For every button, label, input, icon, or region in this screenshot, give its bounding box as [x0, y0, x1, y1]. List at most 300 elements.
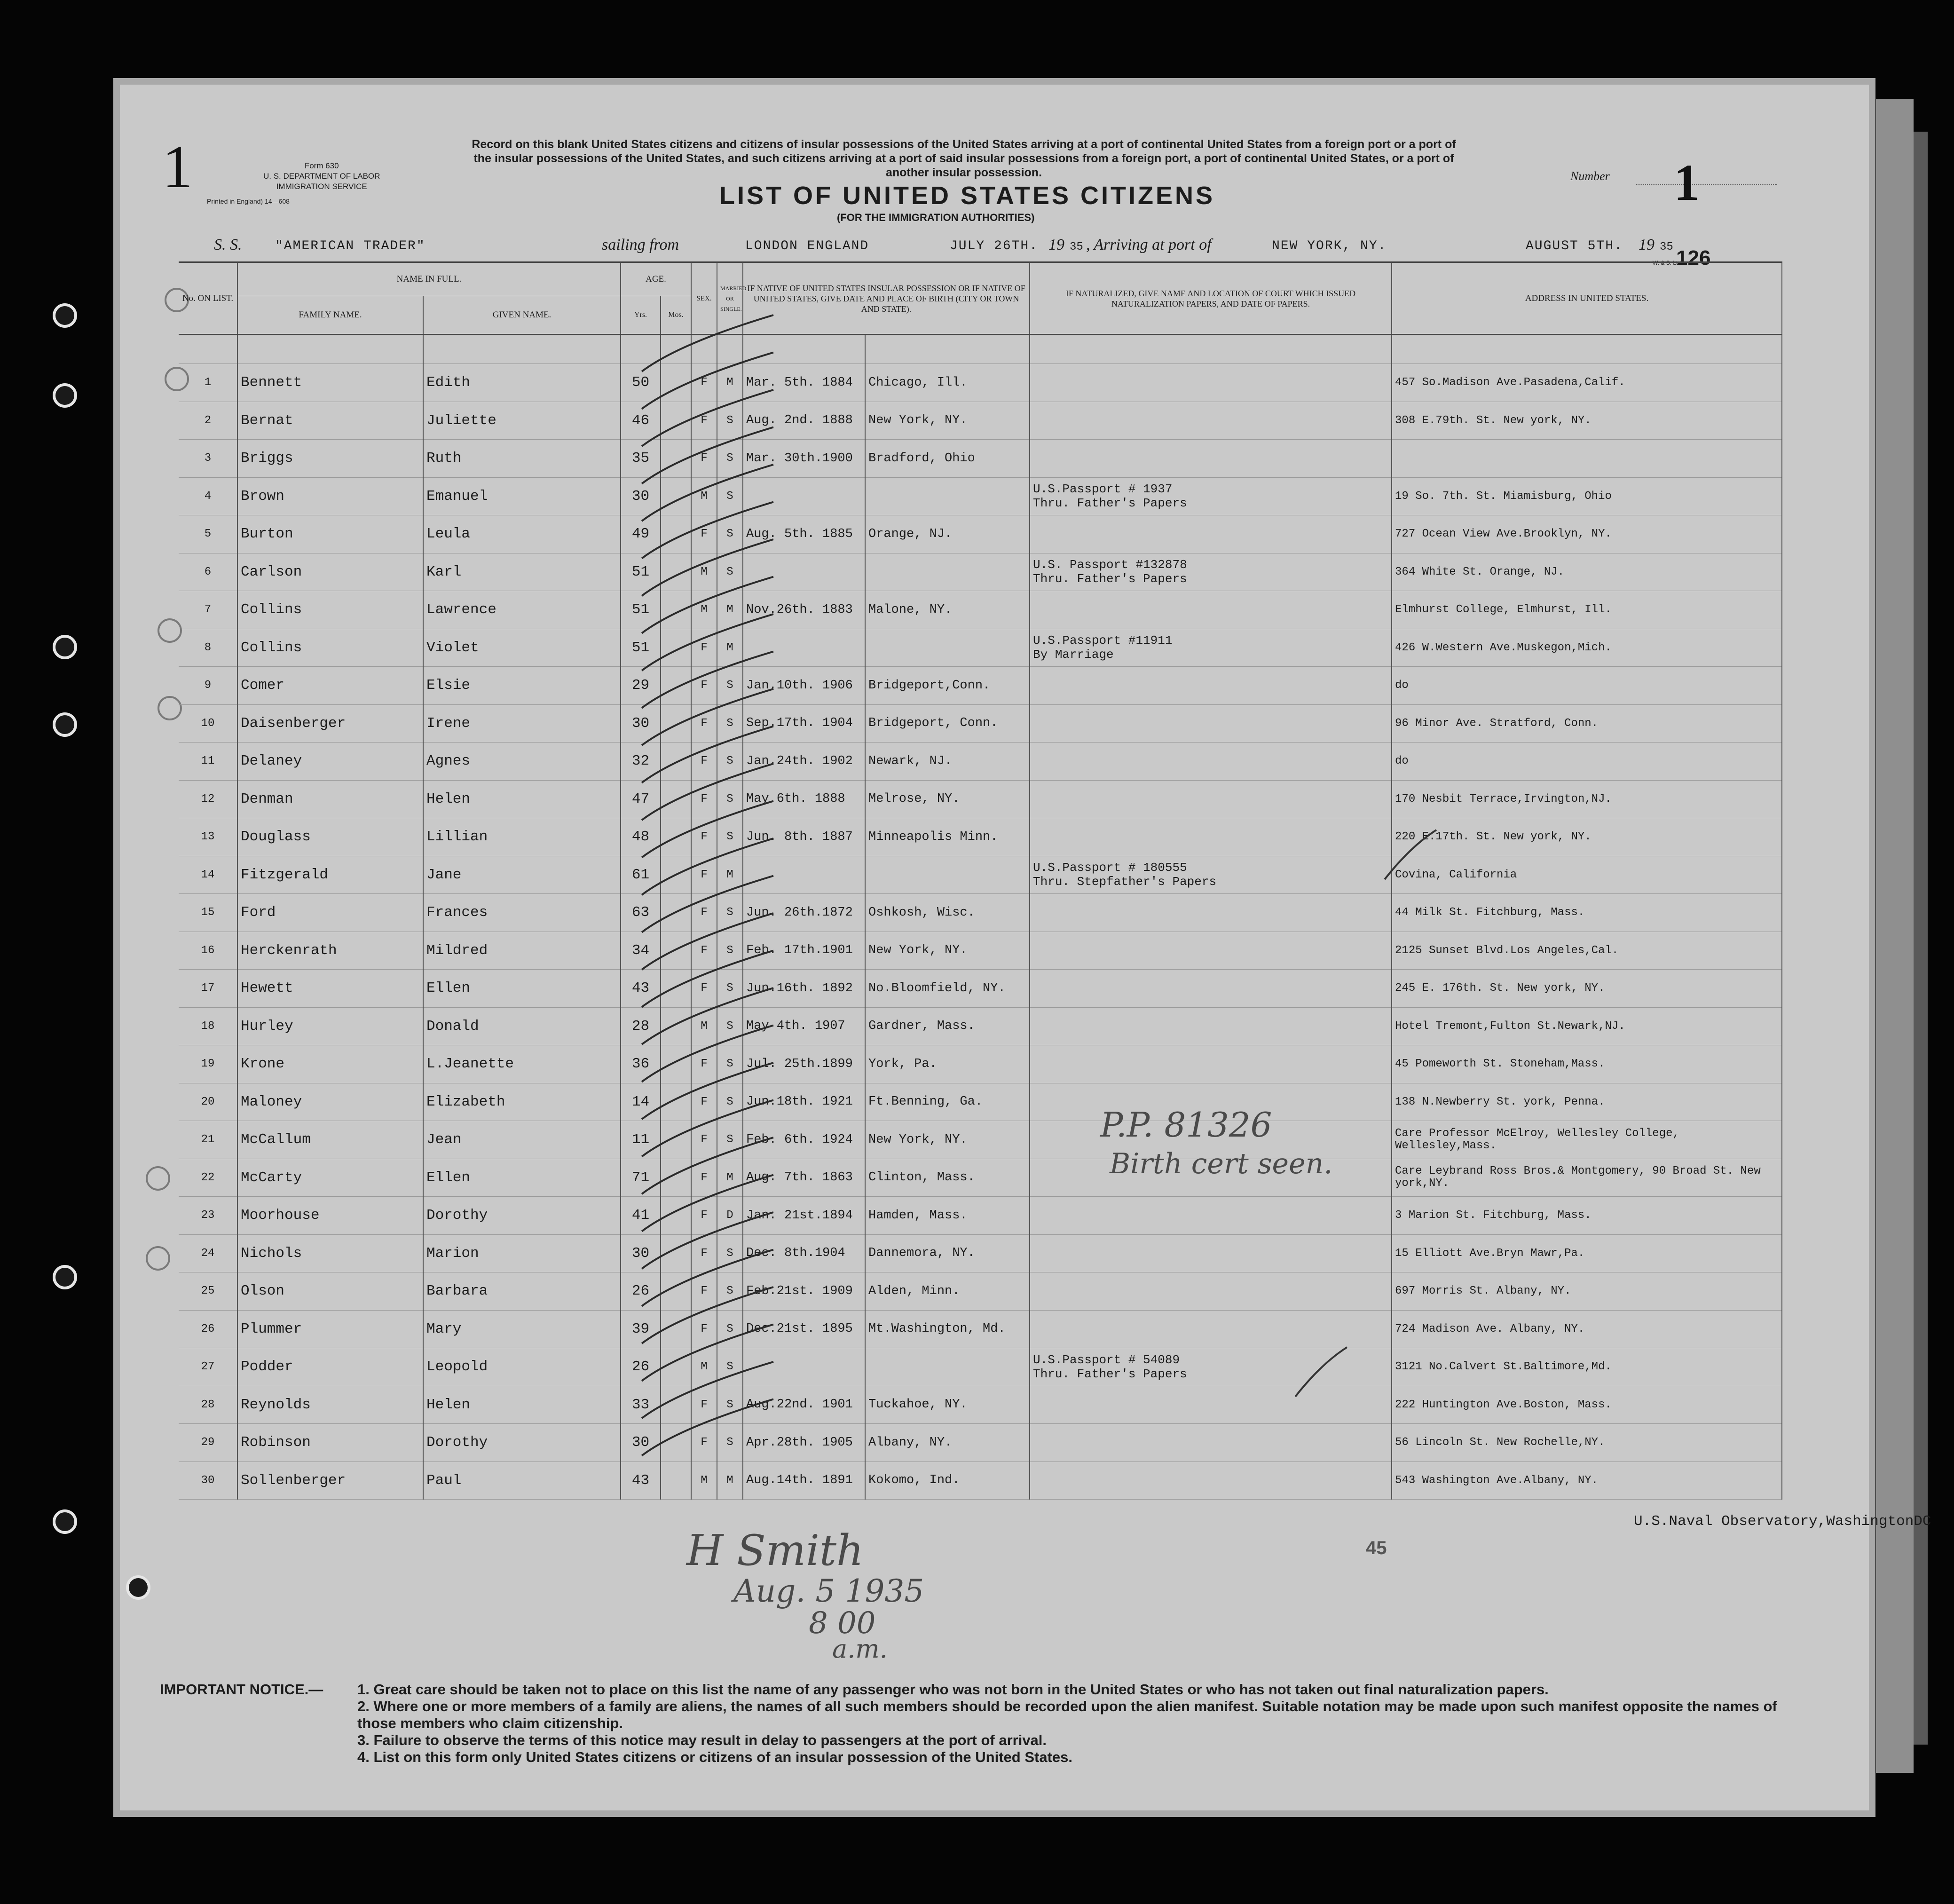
cell-sex: F: [691, 704, 717, 743]
cell-birth-date: Aug. 5th. 1885: [743, 515, 865, 553]
cell-given-name: L.Jeanette: [423, 1045, 621, 1083]
cell-family-name: Hurley: [237, 1007, 423, 1045]
notice-item: 1. Great care should be taken not to place on this list the name of any passenger who was not born in the United States or who has not taken out final naturalization papers.: [357, 1681, 1549, 1698]
cell-marital-status: S: [717, 1424, 743, 1462]
cell-family-name: Carlson: [237, 553, 423, 591]
cell-age-months: [661, 402, 691, 440]
table-row: [179, 553, 1782, 591]
cell-address: 543 Washington Ave.Albany, NY.: [1392, 1462, 1782, 1500]
cell-birth-date: Jun. 26th.1872: [743, 894, 865, 932]
cell-address: Hotel Tremont,Fulton St.Newark,NJ.: [1392, 1007, 1782, 1045]
cell-naturalization: [1030, 629, 1392, 667]
cell-no: 6: [179, 553, 237, 591]
cell-birth-place: [865, 856, 1030, 894]
cell-given-name: Helen: [423, 780, 621, 818]
handwritten-signature: H Smith: [686, 1526, 864, 1575]
cell-sex: F: [691, 667, 717, 705]
cell-marital-status: S: [717, 402, 743, 440]
cell-no: 20: [179, 1083, 237, 1121]
form-title: LIST OF UNITED STATES CITIZENS: [719, 182, 1215, 210]
cell-age-months: [661, 1272, 691, 1311]
cell-address: Care Leybrand Ross Bros.& Montgomery, 90 Broad St. New york,NY.: [1392, 1159, 1782, 1197]
cell-birth-date: May 6th. 1888: [743, 780, 865, 818]
col-header-mos: Mos.: [661, 296, 691, 335]
cell-sex: F: [691, 1083, 717, 1121]
cell-no: 3: [179, 440, 237, 478]
cell-no: 2: [179, 402, 237, 440]
cell-birth-date: Jun. 8th. 1887: [743, 818, 865, 856]
number-value: 1: [1674, 154, 1700, 211]
date-arrival: AUGUST 5TH.: [1526, 239, 1623, 253]
cell-naturalization: [1030, 515, 1392, 553]
punch-hole: [53, 303, 77, 328]
cell-age-years: 48: [621, 818, 661, 856]
cell-address: 44 Milk St. Fitchburg, Mass.: [1392, 894, 1782, 932]
cell-family-name: Nichols: [237, 1234, 423, 1272]
cell-given-name: Elsie: [423, 667, 621, 705]
cell-naturalization: [1030, 856, 1392, 894]
cell-birth-place: Kokomo, Ind.: [865, 1462, 1030, 1500]
cell-marital-status: M: [717, 629, 743, 667]
cell-family-name: Comer: [237, 667, 423, 705]
cell-address: 364 White St. Orange, NJ.: [1392, 553, 1782, 591]
cell-address: 19 So. 7th. St. Miamisburg, Ohio: [1392, 477, 1782, 515]
cell-naturalization: [1030, 1234, 1392, 1272]
cell-family-name: Collins: [237, 629, 423, 667]
cell-no: 26: [179, 1310, 237, 1348]
cell-age-months: [661, 440, 691, 478]
cell-address: 15 Elliott Ave.Bryn Mawr,Pa.: [1392, 1234, 1782, 1272]
cell-birth-date: Jun.16th. 1892: [743, 970, 865, 1008]
cell-sex: F: [691, 970, 717, 1008]
record-instructions: Record on this blank United States citizens and citizens of insular possessions of the United States arriving at a port of continental United States from a foreign port or a port of the insular possessions of the United States, and such citizens arriving at a port of said insular possessions from a foreign port, a port of continental United States, or a port of another insular possession.: [472, 138, 1456, 179]
cell-sex: M: [691, 1462, 717, 1500]
cell-no: 14: [179, 856, 237, 894]
cell-sex: F: [691, 364, 717, 402]
cell-family-name: Krone: [237, 1045, 423, 1083]
cell-age-years: 47: [621, 780, 661, 818]
handwritten-passport-note: P.P. 81326: [1100, 1105, 1272, 1145]
table-row: [179, 402, 1782, 440]
cell-age-years: 30: [621, 1234, 661, 1272]
cell-age-months: [661, 743, 691, 781]
cell-age-years: 34: [621, 932, 661, 970]
cell-given-name: Marion: [423, 1234, 621, 1272]
cell-age-years: 43: [621, 1462, 661, 1500]
cell-given-name: Ruth: [423, 440, 621, 478]
table-row: [179, 894, 1782, 932]
cell-birth-place: [865, 1348, 1030, 1386]
cell-no: 9: [179, 667, 237, 705]
left-margin-mark: 1: [162, 133, 193, 201]
cell-address: Care Professor McElroy, Wellesley College, Wellesley,Mass.: [1392, 1121, 1782, 1159]
naturalization-line-1: U.S.Passport # 54089: [1033, 1352, 1180, 1367]
cell-birth-place: Chicago, Ill.: [865, 364, 1030, 402]
cell-family-name: Hewett: [237, 970, 423, 1008]
cell-sex: F: [691, 1272, 717, 1311]
cell-birth-place: New York, NY.: [865, 1121, 1030, 1159]
cell-family-name: McCarty: [237, 1159, 423, 1197]
check-mark-row27: [1293, 1345, 1349, 1401]
cell-address: 426 W.Western Ave.Muskegon,Mich.: [1392, 629, 1782, 667]
cell-birth-date: Feb. 17th.1901: [743, 932, 865, 970]
cell-family-name: Brown: [237, 477, 423, 515]
cell-sex: F: [691, 1045, 717, 1083]
table-row: [179, 515, 1782, 553]
cell-sex: F: [691, 440, 717, 478]
cell-family-name: Plummer: [237, 1310, 423, 1348]
cell-marital-status: S: [717, 970, 743, 1008]
cell-birth-place: Mt.Washington, Md.: [865, 1310, 1030, 1348]
cell-sex: F: [691, 1424, 717, 1462]
cell-naturalization: [1030, 932, 1392, 970]
check-mark-row13: [1382, 828, 1439, 884]
cell-birth-place: Orange, NJ.: [865, 515, 1030, 553]
cell-birth-place: York, Pa.: [865, 1045, 1030, 1083]
cell-naturalization: [1030, 591, 1392, 629]
extra-address: U.S.Naval Observatory,WashingtonDC: [1634, 1513, 1931, 1530]
cell-age-months: [661, 553, 691, 591]
service: IMMIGRATION SERVICE: [276, 182, 367, 191]
cell-family-name: Bernat: [237, 402, 423, 440]
cell-given-name: Paul: [423, 1462, 621, 1500]
cell-no: 29: [179, 1424, 237, 1462]
cell-birth-place: [865, 477, 1030, 515]
cell-no: 5: [179, 515, 237, 553]
cell-no: 4: [179, 477, 237, 515]
page-number: 126: [1676, 246, 1711, 269]
cell-address: 56 Lincoln St. New Rochelle,NY.: [1392, 1424, 1782, 1462]
cell-age-years: 51: [621, 553, 661, 591]
cell-address: 222 Huntington Ave.Boston, Mass.: [1392, 1386, 1782, 1424]
cell-sex: F: [691, 515, 717, 553]
cell-given-name: Mildred: [423, 932, 621, 970]
cell-given-name: Jean: [423, 1121, 621, 1159]
cell-marital-status: M: [717, 1462, 743, 1500]
cell-no: 11: [179, 743, 237, 781]
cell-age-years: 30: [621, 477, 661, 515]
cell-family-name: Briggs: [237, 440, 423, 478]
cell-age-months: [661, 1462, 691, 1500]
cell-age-months: [661, 932, 691, 970]
table-row: [179, 1310, 1782, 1348]
table-row: [179, 1197, 1782, 1235]
cell-birth-place: Bridgeport, Conn.: [865, 704, 1030, 743]
cell-given-name: Irene: [423, 704, 621, 743]
cell-marital-status: M: [717, 364, 743, 402]
cell-naturalization: [1030, 1424, 1392, 1462]
header-row-1: [179, 262, 1782, 296]
cell-birth-date: Dec.21st. 1895: [743, 1310, 865, 1348]
table-row: [179, 477, 1782, 515]
table-row: [179, 1045, 1782, 1083]
form-identification: [263, 161, 380, 192]
cell-naturalization: [1030, 1272, 1392, 1311]
cell-no: 16: [179, 932, 237, 970]
cell-marital-status: S: [717, 1121, 743, 1159]
cell-given-name: Agnes: [423, 743, 621, 781]
handwritten-am: a.m.: [832, 1634, 888, 1664]
cell-birth-place: [865, 629, 1030, 667]
year-sailed: 35: [1070, 241, 1083, 253]
cell-naturalization: [1030, 364, 1392, 402]
cell-sex: M: [691, 1348, 717, 1386]
cell-naturalization: [1030, 1462, 1392, 1500]
cell-family-name: Douglass: [237, 818, 423, 856]
punch-hole: [53, 1265, 77, 1289]
cell-no: 15: [179, 894, 237, 932]
cell-family-name: Podder: [237, 1348, 423, 1386]
cell-family-name: Herckenrath: [237, 932, 423, 970]
cell-naturalization: [1030, 1045, 1392, 1083]
cell-family-name: Delaney: [237, 743, 423, 781]
cell-marital-status: S: [717, 1234, 743, 1272]
table-row: [179, 364, 1782, 402]
naturalization-line-2: Thru. Father's Papers: [1033, 1367, 1187, 1381]
cell-family-name: Bennett: [237, 364, 423, 402]
cell-age-years: 14: [621, 1083, 661, 1121]
cell-age-years: 50: [621, 364, 661, 402]
cell-no: 21: [179, 1121, 237, 1159]
cell-no: 1: [179, 364, 237, 402]
punch-hole: [53, 1509, 77, 1534]
cell-birth-date: [743, 477, 865, 515]
notice-item: 4. List on this form only United States citizens or citizens of an insular possession of the United States.: [357, 1749, 1072, 1765]
cell-marital-status: M: [717, 591, 743, 629]
cell-age-months: [661, 894, 691, 932]
cell-sex: F: [691, 932, 717, 970]
cell-birth-date: Feb.21st. 1909: [743, 1272, 865, 1311]
cell-age-years: 26: [621, 1272, 661, 1311]
table-row: [179, 440, 1782, 478]
cell-sex: F: [691, 1310, 717, 1348]
table-row: [179, 970, 1782, 1008]
cell-age-years: 71: [621, 1159, 661, 1197]
col-header-married: MARRIED OR SINGLE.: [717, 262, 743, 335]
cell-sex: F: [691, 743, 717, 781]
cell-age-months: [661, 1045, 691, 1083]
cell-address: 2125 Sunset Blvd.Los Angeles,Cal.: [1392, 932, 1782, 970]
passenger-table: [179, 261, 1782, 1500]
cell-given-name: Donald: [423, 1007, 621, 1045]
cell-no: 24: [179, 1234, 237, 1272]
col-header-no: No. ON LIST.: [179, 262, 237, 335]
naturalization-line-2: Thru. Father's Papers: [1033, 496, 1187, 511]
cell-marital-status: S: [717, 1310, 743, 1348]
cell-family-name: Denman: [237, 780, 423, 818]
cell-naturalization: [1030, 1007, 1392, 1045]
cell-marital-status: S: [717, 1007, 743, 1045]
table-row: [179, 932, 1782, 970]
cell-age-months: [661, 1386, 691, 1424]
cell-no: 22: [179, 1159, 237, 1197]
cell-marital-status: S: [717, 667, 743, 705]
cell-birth-place: Dannemora, NY.: [865, 1234, 1030, 1272]
cell-age-months: [661, 1424, 691, 1462]
col-header-naturalized: IF NATURALIZED, GIVE NAME AND LOCATION OF COURT WHICH ISSUED NATURALIZATION PAPERS, AND DATE OF PAPERS.: [1030, 262, 1392, 335]
cell-family-name: Daisenberger: [237, 704, 423, 743]
cell-age-years: 46: [621, 402, 661, 440]
cell-age-months: [661, 515, 691, 553]
cell-given-name: Leula: [423, 515, 621, 553]
cell-no: 10: [179, 704, 237, 743]
table-row: [179, 629, 1782, 667]
cell-naturalization: [1030, 1197, 1392, 1235]
cell-address: 170 Nesbit Terrace,Irvington,NJ.: [1392, 780, 1782, 818]
table-row: [179, 704, 1782, 743]
cell-birth-place: Bridgeport,Conn.: [865, 667, 1030, 705]
cell-sex: M: [691, 591, 717, 629]
sailing-from-label: sailing from: [602, 236, 679, 253]
cell-given-name: Elizabeth: [423, 1083, 621, 1121]
cell-birth-place: [865, 553, 1030, 591]
cell-age-months: [661, 704, 691, 743]
cell-age-years: 51: [621, 629, 661, 667]
cell-address: do: [1392, 743, 1782, 781]
cell-naturalization: [1030, 402, 1392, 440]
cell-family-name: Olson: [237, 1272, 423, 1311]
cell-age-months: [661, 1121, 691, 1159]
cell-marital-status: S: [717, 780, 743, 818]
cell-age-months: [661, 629, 691, 667]
col-header-yrs: Yrs.: [621, 296, 661, 335]
punch-hole: [53, 712, 77, 737]
cell-birth-place: Melrose, NY.: [865, 780, 1030, 818]
cell-birth-date: Aug. 2nd. 1888: [743, 402, 865, 440]
cell-age-months: [661, 1197, 691, 1235]
cell-marital-status: S: [717, 1045, 743, 1083]
cell-family-name: Fitzgerald: [237, 856, 423, 894]
form-number: Form 630: [304, 161, 339, 170]
cell-marital-status: S: [717, 1272, 743, 1311]
cell-age-years: 26: [621, 1348, 661, 1386]
cell-given-name: Violet: [423, 629, 621, 667]
cell-address: 220 E.17th. St. New york, NY.: [1392, 818, 1782, 856]
cell-address: 308 E.79th. St. New york, NY.: [1392, 402, 1782, 440]
cell-age-months: [661, 1234, 691, 1272]
cell-family-name: Burton: [237, 515, 423, 553]
cell-family-name: Moorhouse: [237, 1197, 423, 1235]
cell-no: 8: [179, 629, 237, 667]
cell-naturalization: [1030, 1310, 1392, 1348]
cell-birth-place: Malone, NY.: [865, 591, 1030, 629]
table-row: [179, 1121, 1782, 1159]
punch-hole: [126, 1575, 150, 1600]
table-row: [179, 856, 1782, 894]
cell-address: 245 E. 176th. St. New york, NY.: [1392, 970, 1782, 1008]
cell-no: 30: [179, 1462, 237, 1500]
cell-sex: F: [691, 780, 717, 818]
cell-age-years: 30: [621, 704, 661, 743]
notice-item: 3. Failure to observe the terms of this notice may result in delay to passengers at the port of arrival.: [357, 1732, 1047, 1748]
cell-address: 3 Marion St. Fitchburg, Mass.: [1392, 1197, 1782, 1235]
cell-birth-date: Aug.22nd. 1901: [743, 1386, 865, 1424]
cell-given-name: Juliette: [423, 402, 621, 440]
port-arrival: NEW YORK, NY.: [1272, 239, 1387, 253]
cell-birth-place: New York, NY.: [865, 932, 1030, 970]
naturalization-line-1: U.S. Passport #132878: [1033, 558, 1187, 572]
cell-birth-date: Aug.14th. 1891: [743, 1462, 865, 1500]
cell-marital-status: S: [717, 553, 743, 591]
cell-sex: M: [691, 553, 717, 591]
cell-given-name: Emanuel: [423, 477, 621, 515]
cell-given-name: Mary: [423, 1310, 621, 1348]
cell-family-name: Ford: [237, 894, 423, 932]
cell-birth-date: Jan. 21st.1894: [743, 1197, 865, 1235]
cell-marital-status: M: [717, 1159, 743, 1197]
cell-age-years: 41: [621, 1197, 661, 1235]
cell-birth-place: New York, NY.: [865, 402, 1030, 440]
cell-birth-place: Gardner, Mass.: [865, 1007, 1030, 1045]
cell-family-name: Maloney: [237, 1083, 423, 1121]
cell-no: 27: [179, 1348, 237, 1386]
cell-age-years: 39: [621, 1310, 661, 1348]
cell-marital-status: S: [717, 1386, 743, 1424]
cell-address: 697 Morris St. Albany, NY.: [1392, 1272, 1782, 1311]
number-line: [1636, 184, 1777, 185]
cell-naturalization: [1030, 553, 1392, 591]
naturalization-line-1: U.S.Passport # 1937: [1033, 482, 1173, 497]
table-row: [179, 1424, 1782, 1462]
col-header-given: GIVEN NAME.: [423, 296, 621, 335]
passenger-count: 45: [1366, 1538, 1387, 1558]
table-row: [179, 1083, 1782, 1121]
date-sailed: JULY 26TH.: [950, 239, 1039, 253]
printer-mark: W. & S. Ltd.: [1653, 260, 1683, 266]
cell-given-name: Lawrence: [423, 591, 621, 629]
cell-naturalization: [1030, 970, 1392, 1008]
cell-address: 724 Madison Ave. Albany, NY.: [1392, 1310, 1782, 1348]
table-row: [179, 1348, 1782, 1386]
cell-sex: F: [691, 1159, 717, 1197]
cell-sex: F: [691, 1386, 717, 1424]
cell-birth-place: Tuckahoe, NY.: [865, 1386, 1030, 1424]
cell-sex: F: [691, 894, 717, 932]
year-arrival: 35: [1660, 241, 1673, 253]
cell-birth-date: Jul. 25th.1899: [743, 1045, 865, 1083]
cell-family-name: McCallum: [237, 1121, 423, 1159]
naturalization-line-1: U.S.Passport # 180555: [1033, 861, 1187, 875]
cell-age-months: [661, 1159, 691, 1197]
cell-sex: F: [691, 1197, 717, 1235]
ss-label: S. S.: [214, 236, 242, 253]
cell-family-name: Sollenberger: [237, 1462, 423, 1500]
cell-age-months: [661, 1310, 691, 1348]
cell-age-years: 11: [621, 1121, 661, 1159]
form-subtitle: (FOR THE IMMIGRATION AUTHORITIES): [837, 212, 1035, 223]
cell-birth-date: Jun.18th. 1921: [743, 1083, 865, 1121]
passenger-rows: [179, 335, 1782, 1500]
cell-given-name: Leopold: [423, 1348, 621, 1386]
cell-birth-place: Clinton, Mass.: [865, 1159, 1030, 1197]
cell-family-name: Reynolds: [237, 1386, 423, 1424]
cell-marital-status: S: [717, 743, 743, 781]
port-from: LONDON ENGLAND: [745, 239, 869, 253]
cell-age-months: [661, 477, 691, 515]
cell-birth-date: Mar. 5th. 1884: [743, 364, 865, 402]
col-header-family: FAMILY NAME.: [237, 296, 423, 335]
cell-sex: F: [691, 629, 717, 667]
cell-birth-place: Minneapolis Minn.: [865, 818, 1030, 856]
cell-birth-place: Oshkosh, Wisc.: [865, 894, 1030, 932]
cell-given-name: Jane: [423, 856, 621, 894]
cell-no: 12: [179, 780, 237, 818]
cell-marital-status: S: [717, 1083, 743, 1121]
cell-birth-date: [743, 629, 865, 667]
table-row: [179, 743, 1782, 781]
table-row: [179, 1386, 1782, 1424]
year-prefix: 19: [1048, 236, 1064, 253]
